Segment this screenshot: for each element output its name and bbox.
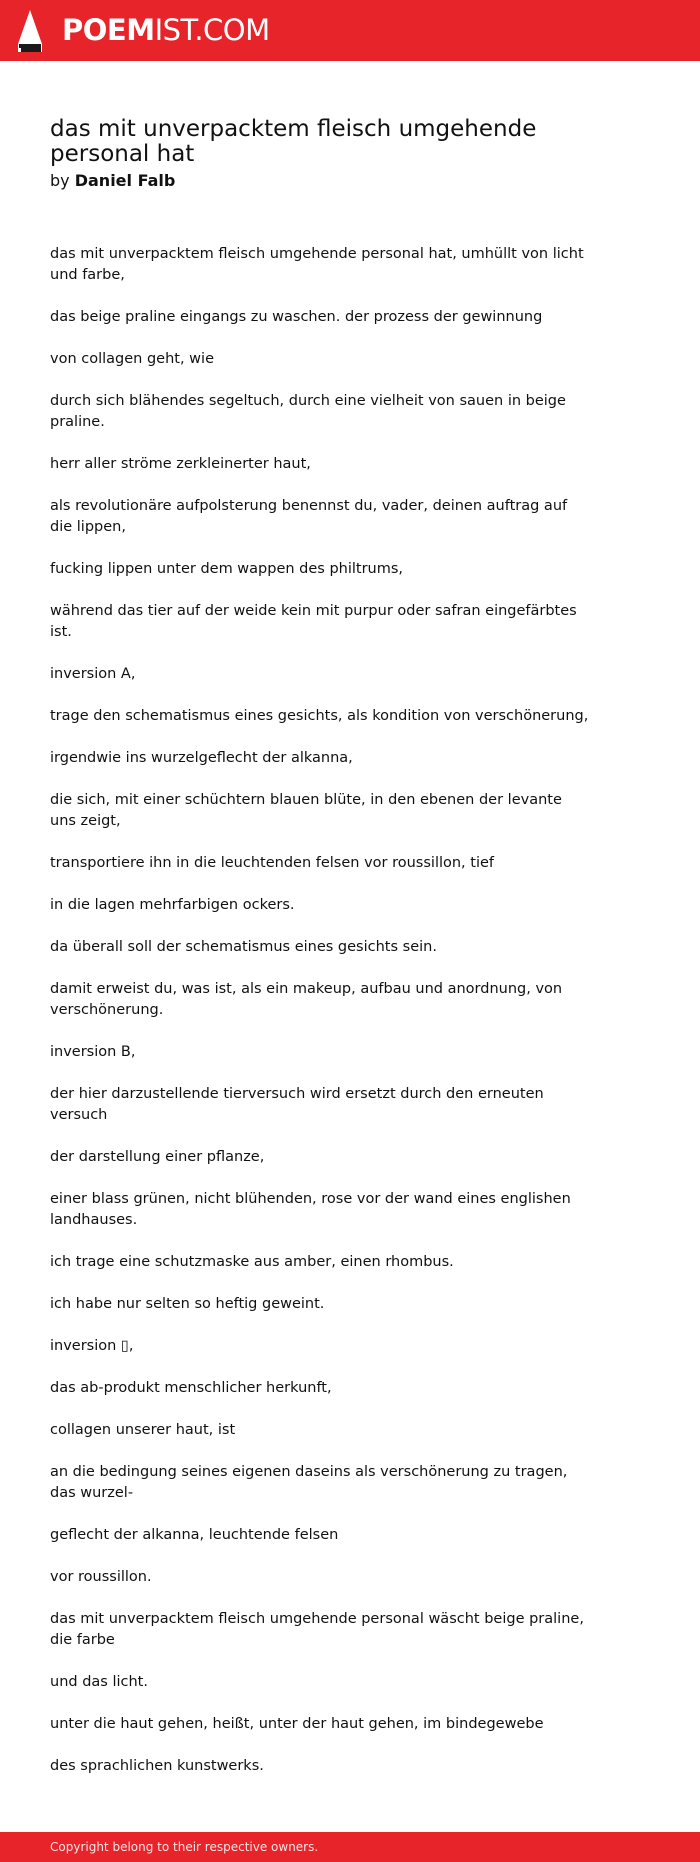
logo-strong-text: POEM	[62, 13, 155, 47]
poem-line: ich trage eine schutzmaske aus amber, einen rhombus.	[50, 1254, 454, 1270]
poem-line: trage den schematismus eines gesichts, als kondition von verschönerung,	[50, 708, 589, 724]
poem-line: inversion A,	[50, 666, 136, 682]
poem-line: einer blass grünen, nicht blühenden, rose vor der wand eines englishen landhauses.	[50, 1191, 571, 1228]
poem-line: an die bedingung seines eigenen daseins als verschönerung zu tragen, das wurzel-	[50, 1464, 568, 1501]
poem-line: das mit unverpacktem fleisch umgehende personal wäscht beige praline, die farbe	[50, 1611, 584, 1648]
pen-nib-logo-icon[interactable]	[17, 10, 43, 52]
byline	[50, 170, 640, 192]
poem-line: die sich, mit einer schüchtern blauen blüte, in den ebenen der levante uns zeigt,	[50, 792, 562, 829]
poem-line: herr aller ströme zerkleinerter haut,	[50, 456, 311, 472]
poem-heading	[50, 117, 640, 192]
author-name[interactable]: Daniel Falb	[74, 171, 176, 190]
poem-line: fucking lippen unter dem wappen des philtrums,	[50, 561, 404, 577]
poem-line: geflecht der alkanna, leuchtende felsen	[50, 1527, 339, 1543]
site-header	[0, 0, 700, 61]
poem-line: als revolutionäre aufpolsterung benennst du, vader, deinen auftrag auf die lippen,	[50, 498, 568, 535]
by-label: by	[50, 171, 70, 190]
poem-line: unter die haut gehen, heißt, unter der haut gehen, im bindegewebe	[50, 1716, 544, 1732]
site-footer	[0, 1832, 700, 1862]
poem-line: da überall soll der schematismus eines gesichts sein.	[50, 939, 437, 955]
copyright-text: Copyright belong to their respective owners.	[50, 1840, 319, 1854]
poem-line: des sprachlichen kunstwerks.	[50, 1758, 264, 1774]
poem-line: der hier darzustellende tierversuch wird ersetzt durch den erneuten versuch	[50, 1086, 544, 1123]
poem-line: damit erweist du, was ist, als ein makeup, aufbau und anordnung, von verschönerung.	[50, 981, 563, 1018]
poem-line: inversion B,	[50, 1044, 136, 1060]
poem-line: während das tier auf der weide kein mit purpur oder safran eingefärbtes ist.	[50, 603, 577, 640]
poem-line: das beige praline eingangs zu waschen. der prozess der gewinnung	[50, 309, 543, 325]
poem-line: inversion ▯,	[50, 1338, 134, 1354]
poem-line: in die lagen mehrfarbigen ockers.	[50, 897, 295, 913]
site-logo-text[interactable]	[62, 10, 270, 50]
poem-line: das ab-produkt menschlicher herkunft,	[50, 1380, 332, 1396]
poem-title: das mit unverpacktem fleisch umgehende personal hat	[50, 116, 537, 167]
poem-line: irgendwie ins wurzelgeflecht der alkanna,	[50, 750, 353, 766]
poem-line: durch sich blähendes segeltuch, durch eine vielheit von sauen in beige praline.	[50, 393, 566, 430]
poem-line: ich habe nur selten so heftig geweint.	[50, 1296, 325, 1312]
poem-line: vor roussillon.	[50, 1569, 152, 1585]
logo-light-text: IST.COM	[154, 13, 270, 47]
poem-line: collagen unserer haut, ist	[50, 1422, 236, 1438]
poem-line: und das licht.	[50, 1674, 148, 1690]
poem-line: transportiere ihn in die leuchtenden felsen vor roussillon, tief	[50, 855, 495, 871]
poem-line: der darstellung einer pflanze,	[50, 1149, 265, 1165]
poem-line: von collagen geht, wie	[50, 351, 214, 367]
poem-line: das mit unverpacktem fleisch umgehende personal hat, umhüllt von licht und farbe,	[50, 246, 584, 283]
poem-body	[50, 244, 590, 1798]
